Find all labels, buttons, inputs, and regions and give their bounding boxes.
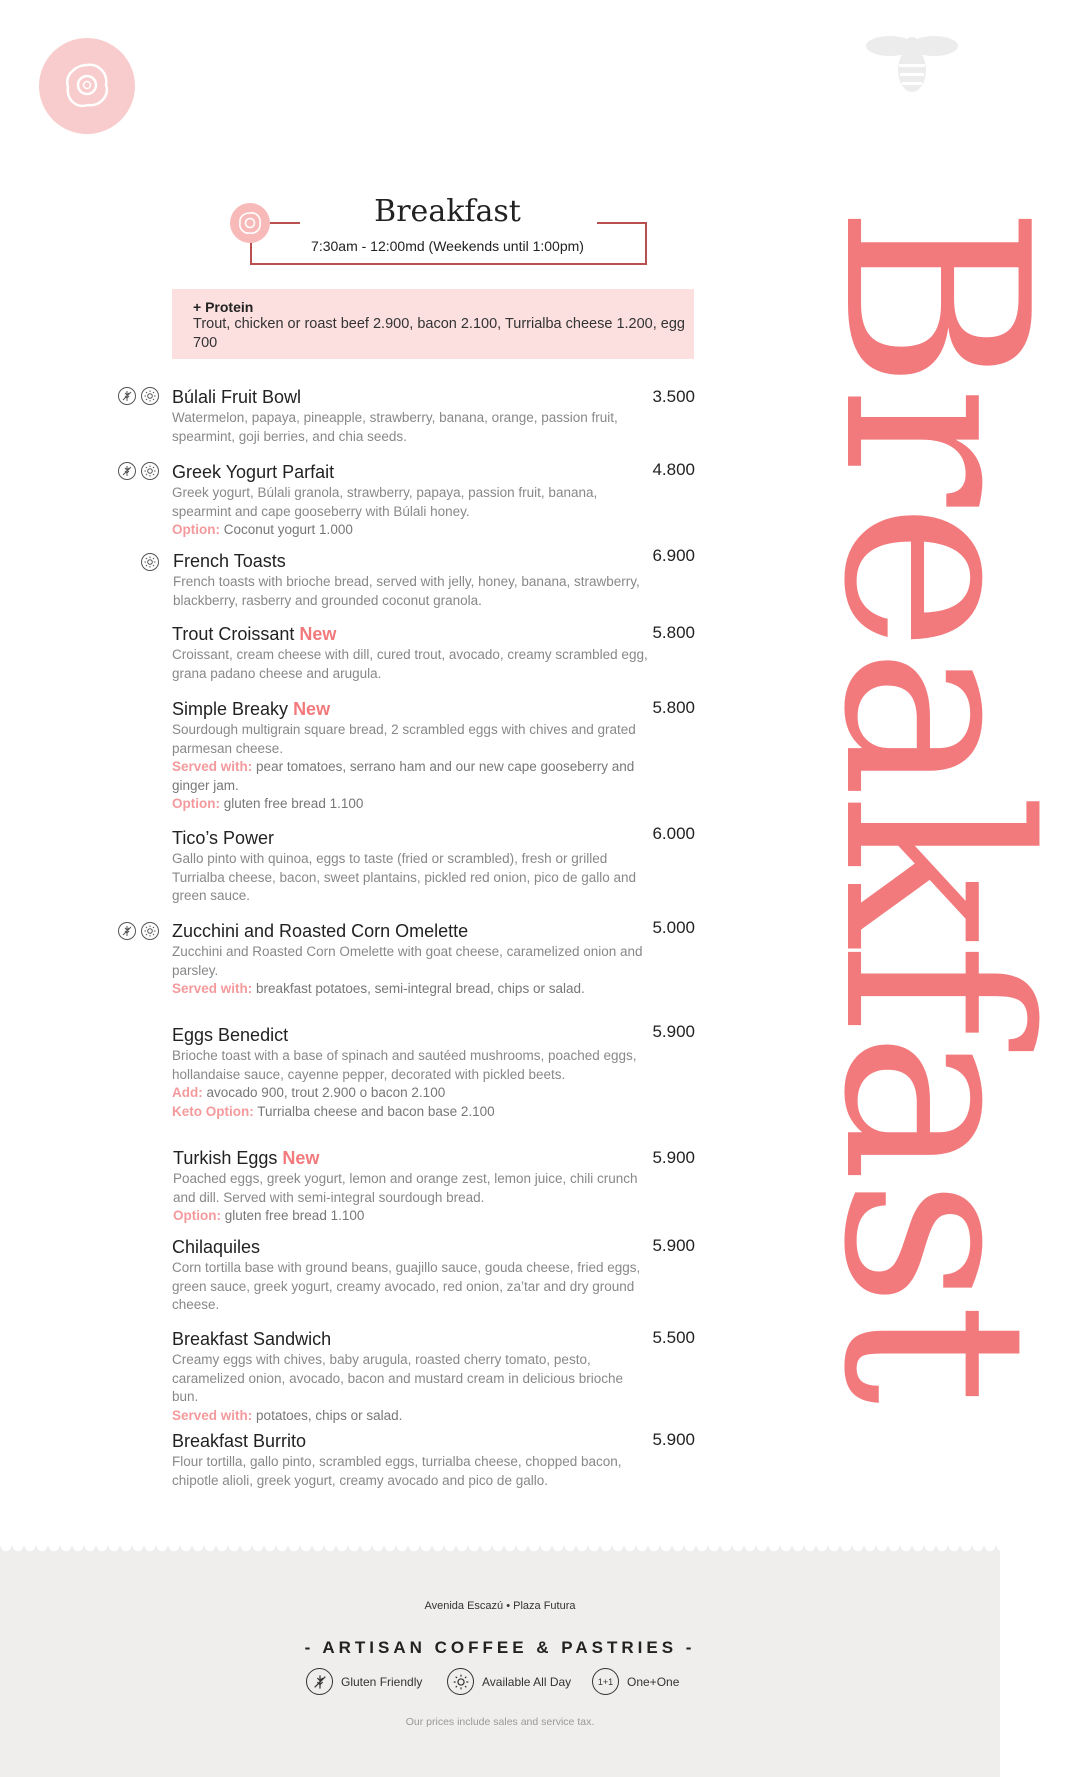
item-name: Chilaquiles bbox=[172, 1237, 261, 1257]
item-price: 5.800 bbox=[652, 698, 695, 717]
item-name: Trout Croissant New bbox=[172, 624, 337, 644]
item-icons bbox=[118, 462, 159, 480]
item-name: Eggs Benedict bbox=[172, 1025, 289, 1045]
item-description: Croissant, cream cheese with dill, cured trout, avocado, creamy scrambled egg, grana padano cheese and arugula. bbox=[172, 647, 648, 681]
item-icons bbox=[118, 922, 159, 940]
item-price: 5.800 bbox=[652, 623, 695, 642]
item-icons bbox=[141, 553, 159, 571]
item-description: French toasts with brioche bread, served with jelly, honey, banana, strawberry, blackberry, rasberry and grounded coconut granola. bbox=[173, 574, 640, 608]
item-price: 3.500 bbox=[652, 387, 695, 406]
menu-item-6 bbox=[172, 920, 652, 999]
gluten-free-icon bbox=[118, 387, 136, 405]
item-description: Flour tortilla, gallo pinto, scrambled eggs, turrialba cheese, chopped bacon, chipotle alioli, greek yogurt, creamy avocado and pico de gallo. bbox=[172, 1454, 622, 1488]
menu-item-10 bbox=[172, 1328, 652, 1425]
item-icons bbox=[118, 387, 159, 405]
item-name: Zucchini and Roasted Corn Omelette bbox=[172, 921, 469, 941]
item-name: Simple Breaky New bbox=[172, 699, 331, 719]
menu-item-0 bbox=[172, 386, 652, 446]
menu-item-8 bbox=[173, 1147, 653, 1226]
menu-item-11 bbox=[172, 1430, 652, 1490]
item-description: Poached eggs, greek yogurt, lemon and orange zest, lemon juice, chili crunch and dill. Served with semi-integral sourdough bread. Option: gluten free bread 1.100 bbox=[173, 1171, 638, 1223]
egg-logo bbox=[39, 38, 135, 134]
one-plus-one-icon: 1+1 bbox=[592, 1668, 619, 1695]
header-egg-icon bbox=[230, 203, 270, 243]
all-day-icon bbox=[141, 387, 159, 405]
item-description: Brioche toast with a base of spinach and sautéed mushrooms, poached eggs, hollandaise sauce, cayenne pepper, decorated with pickled beets. Add: avocado 900, trout 2.900 o bacon 2.100 Keto Option: Turrialba cheese and bacon base 2.100 bbox=[172, 1048, 637, 1119]
item-name: Greek Yogurt Parfait bbox=[172, 462, 335, 482]
tax-note: Our prices include sales and service tax. bbox=[405, 1716, 595, 1728]
legend-one-plus-one bbox=[592, 1668, 679, 1695]
legend-label: Gluten Friendly bbox=[341, 1674, 423, 1689]
item-description: Corn tortilla base with ground beans, guajillo sauce, gouda cheese, fried eggs, green sauce, greek yogurt, creamy avocado, red onion, za’tar and dry ground cheese. bbox=[172, 1260, 641, 1312]
menu-item-5 bbox=[172, 827, 652, 906]
item-price: 5.000 bbox=[652, 918, 695, 937]
section-hours: 7:30am - 12:00md (Weekends until 1:00pm) bbox=[311, 238, 584, 254]
item-price: 5.900 bbox=[652, 1022, 695, 1041]
section-title: Breakfast bbox=[374, 194, 521, 229]
gluten-free-icon bbox=[118, 462, 136, 480]
item-price: 5.500 bbox=[652, 1328, 695, 1347]
item-name: Turkish Eggs New bbox=[173, 1148, 320, 1168]
new-badge: New bbox=[293, 699, 331, 719]
item-price: 5.900 bbox=[652, 1430, 695, 1449]
menu-item-9 bbox=[172, 1236, 652, 1315]
bee-icon bbox=[865, 28, 959, 96]
menu-item-7 bbox=[172, 1024, 652, 1121]
item-name: Tico’s Power bbox=[172, 828, 275, 848]
menu-item-1 bbox=[172, 461, 652, 540]
vertical-page-title: Breakfast bbox=[788, 205, 1081, 1401]
new-badge: New bbox=[282, 1148, 320, 1168]
gluten-free-icon bbox=[118, 922, 136, 940]
item-price: 5.900 bbox=[652, 1236, 695, 1255]
all-day-icon bbox=[447, 1668, 474, 1695]
item-description: Sourdough multigrain square bread, 2 scrambled eggs with chives and grated parmesan cheese. Served with: pear tomatoes, serrano ham and our new cape gooseberry and ginger jam. Option: gluten free bread 1.100 bbox=[172, 722, 636, 811]
item-description: Watermelon, papaya, pineapple, strawberry, banana, orange, passion fruit, spearmint, goji berries, and chia seeds. bbox=[172, 410, 618, 444]
item-name: Breakfast Sandwich bbox=[172, 1329, 332, 1349]
item-price: 6.900 bbox=[652, 546, 695, 565]
footer-address: Avenida Escazú • Plaza Futura bbox=[424, 1600, 576, 1612]
new-badge: New bbox=[299, 624, 337, 644]
menu-item-2 bbox=[173, 550, 653, 610]
item-name: Breakfast Burrito bbox=[172, 1431, 307, 1451]
item-description: Creamy eggs with chives, baby arugula, roasted cherry tomato, pesto, caramelized onion, avocado, bacon and mustard cream in delicious brioche bun. Served with: potatoes, chips or salad. bbox=[172, 1352, 624, 1423]
item-description: Gallo pinto with quinoa, eggs to taste (fried or scrambled), fresh or grilled Turrialba cheese, bacon, sweet plantains, pickled red onion, pico de gallo and green sauce. bbox=[172, 851, 637, 903]
gluten-free-icon bbox=[306, 1668, 333, 1695]
protein-addon-box bbox=[172, 289, 694, 359]
legend-label: One+One bbox=[627, 1674, 680, 1689]
all-day-icon bbox=[141, 462, 159, 480]
footer bbox=[0, 1552, 1000, 1777]
item-price: 6.000 bbox=[652, 824, 695, 843]
legend-label: Available All Day bbox=[482, 1674, 572, 1689]
item-name: French Toasts bbox=[173, 551, 286, 571]
legend-gluten-friendly bbox=[306, 1668, 422, 1695]
item-price: 4.800 bbox=[652, 460, 695, 479]
legend-all-day bbox=[447, 1668, 571, 1695]
menu-item-4 bbox=[172, 698, 652, 814]
item-name: Búlali Fruit Bowl bbox=[172, 387, 302, 407]
protein-text: Trout, chicken or roast beef 2.900, bacon 2.100, Turrialba cheese 1.200, egg 700 bbox=[193, 316, 685, 351]
all-day-icon bbox=[141, 553, 159, 571]
protein-label: + Protein bbox=[193, 299, 254, 315]
item-description: Greek yogurt, Búlali granola, strawberry, papaya, passion fruit, banana, spearmint and cape gooseberry with Búlali honey. Option: Coconut yogurt 1.000 bbox=[172, 485, 598, 537]
footer-tagline: - ARTISAN COFFEE & PASTRIES - bbox=[304, 1638, 696, 1657]
fried-egg-icon bbox=[60, 59, 114, 113]
item-description: Zucchini and Roasted Corn Omelette with goat cheese, caramelized onion and parsley. Served with: breakfast potatoes, semi-integral bread, chips or salad. bbox=[172, 944, 643, 996]
menu-item-3 bbox=[172, 623, 652, 683]
item-price: 5.900 bbox=[652, 1148, 695, 1167]
all-day-icon bbox=[141, 922, 159, 940]
